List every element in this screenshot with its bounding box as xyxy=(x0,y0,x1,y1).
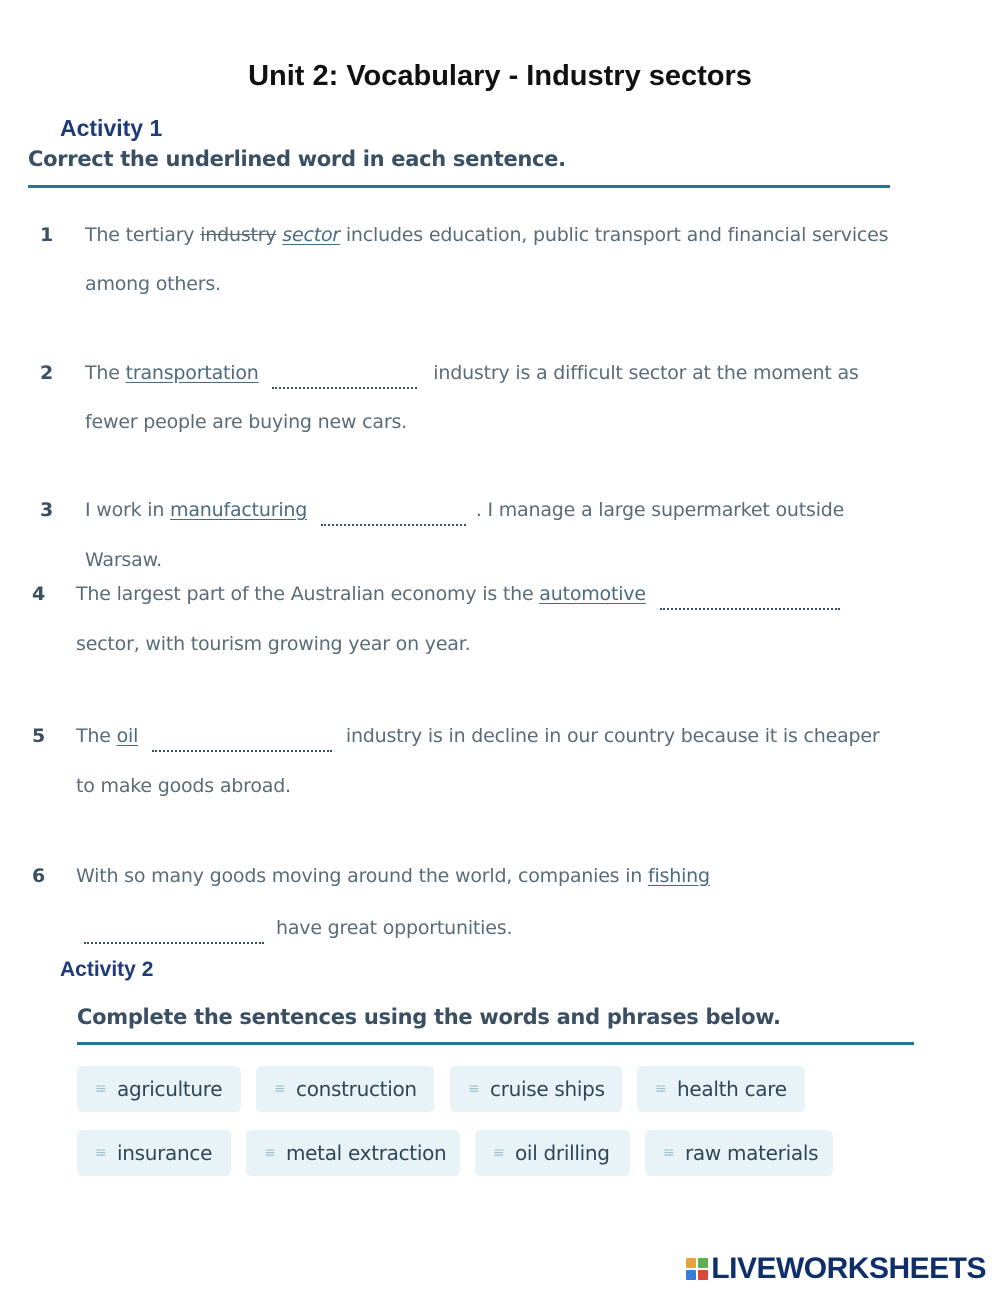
item-5-line-2: to make goods abroad. xyxy=(76,775,291,797)
word-bank-chip[interactable] xyxy=(77,1130,231,1176)
word-bank-chip[interactable] xyxy=(77,1066,241,1112)
item-3-number: 3 xyxy=(40,499,54,521)
item-4-number: 4 xyxy=(32,583,46,605)
item-1-line-1 xyxy=(85,224,888,246)
item-5-answer-blank[interactable] xyxy=(152,736,332,752)
list-marker-icon: ≡ xyxy=(493,1145,505,1161)
item-1-line-2: among others. xyxy=(85,273,221,295)
word-bank-text: cruise ships xyxy=(490,1077,605,1101)
item-2-underlined-word: transportation xyxy=(125,362,259,384)
list-marker-icon: ≡ xyxy=(264,1145,276,1161)
list-marker-icon: ≡ xyxy=(468,1081,480,1097)
item-5-line-1 xyxy=(76,725,879,752)
item-2-answer-blank[interactable] xyxy=(272,373,417,389)
item-5-underlined-word: oil xyxy=(116,725,139,747)
item-3-underlined-word: manufacturing xyxy=(170,499,308,521)
item-4-answer-blank[interactable] xyxy=(660,594,840,610)
brand-name: LIVEWORKSHEETS xyxy=(711,1252,986,1285)
item-1-number: 1 xyxy=(40,224,54,246)
logo-tile xyxy=(698,1270,708,1280)
item-5-text-before: The xyxy=(76,725,117,747)
item-5-number: 5 xyxy=(32,725,46,747)
item-2-text-before: The xyxy=(85,362,126,384)
item-3-text-before: I work in xyxy=(85,499,171,521)
item-6-text-after: have great opportunities. xyxy=(276,917,513,939)
word-bank-text: health care xyxy=(677,1077,787,1101)
item-2-text-after: industry is a difficult sector at the moment as xyxy=(433,362,859,384)
word-bank-text: agriculture xyxy=(117,1077,223,1101)
item-4-line-1 xyxy=(76,583,840,610)
page-title: Unit 2: Vocabulary - Industry sectors xyxy=(248,60,752,92)
item-5-text-after: industry is in decline in our country because it is cheaper xyxy=(345,725,880,747)
item-2-line-2: fewer people are buying new cars. xyxy=(85,411,407,433)
item-3-answer-blank[interactable] xyxy=(321,510,466,526)
item-6-line-2 xyxy=(84,917,512,944)
item-3-line-2: Warsaw. xyxy=(85,549,163,571)
item-2-number: 2 xyxy=(40,362,54,384)
word-bank-text: insurance xyxy=(117,1141,213,1165)
list-marker-icon: ≡ xyxy=(663,1145,675,1161)
activity-1-label: Activity 1 xyxy=(60,115,163,141)
word-bank-chip[interactable] xyxy=(256,1066,434,1112)
activity-2-label: Activity 2 xyxy=(60,958,154,981)
item-1-correction: sector xyxy=(282,224,341,246)
item-4-text-before: The largest part of the Australian economy is the xyxy=(76,583,540,605)
list-marker-icon: ≡ xyxy=(655,1081,667,1097)
word-bank-text: metal extraction xyxy=(286,1141,447,1165)
list-marker-icon: ≡ xyxy=(274,1081,286,1097)
word-bank-chip[interactable] xyxy=(475,1130,630,1176)
list-marker-icon: ≡ xyxy=(95,1081,107,1097)
item-2-line-1 xyxy=(85,362,859,389)
logo-tile xyxy=(686,1258,696,1268)
item-6-number: 6 xyxy=(32,865,46,887)
activity-2-instruction: Complete the sentences using the words and phrases below. xyxy=(77,1005,781,1029)
word-bank-text: oil drilling xyxy=(515,1141,610,1165)
item-6-underlined-word: fishing xyxy=(647,865,710,887)
item-3-text-after: . I manage a large supermarket outside xyxy=(475,499,845,521)
activity-1-divider xyxy=(28,185,890,188)
item-6-line-1 xyxy=(76,865,710,887)
item-4-line-2: sector, with tourism growing year on year. xyxy=(76,633,471,655)
word-bank-text: raw materials xyxy=(685,1141,819,1165)
item-4-underlined-word: automotive xyxy=(539,583,646,605)
logo-tile xyxy=(686,1270,696,1280)
liveworksheets-logo xyxy=(686,1252,986,1286)
item-1-text-after: includes education, public transport and financial services xyxy=(340,224,889,246)
list-marker-icon: ≡ xyxy=(95,1145,107,1161)
item-1-text-before: The tertiary xyxy=(85,224,201,246)
word-bank-chip[interactable] xyxy=(450,1066,622,1112)
word-bank-text: construction xyxy=(296,1077,417,1101)
word-bank-chip[interactable] xyxy=(637,1066,805,1112)
activity-1-instruction: Correct the underlined word in each sentence. xyxy=(28,147,566,171)
word-bank-chip[interactable] xyxy=(645,1130,833,1176)
item-1-struck-word: industry xyxy=(200,224,277,246)
word-bank-chip[interactable] xyxy=(246,1130,460,1176)
activity-2-divider xyxy=(77,1042,914,1045)
logo-tile xyxy=(698,1258,708,1268)
logo-tiles-icon xyxy=(686,1258,708,1280)
item-6-text-before: With so many goods moving around the world, companies in xyxy=(76,865,648,887)
item-6-answer-blank[interactable] xyxy=(84,928,264,944)
item-3-line-1 xyxy=(85,499,844,526)
